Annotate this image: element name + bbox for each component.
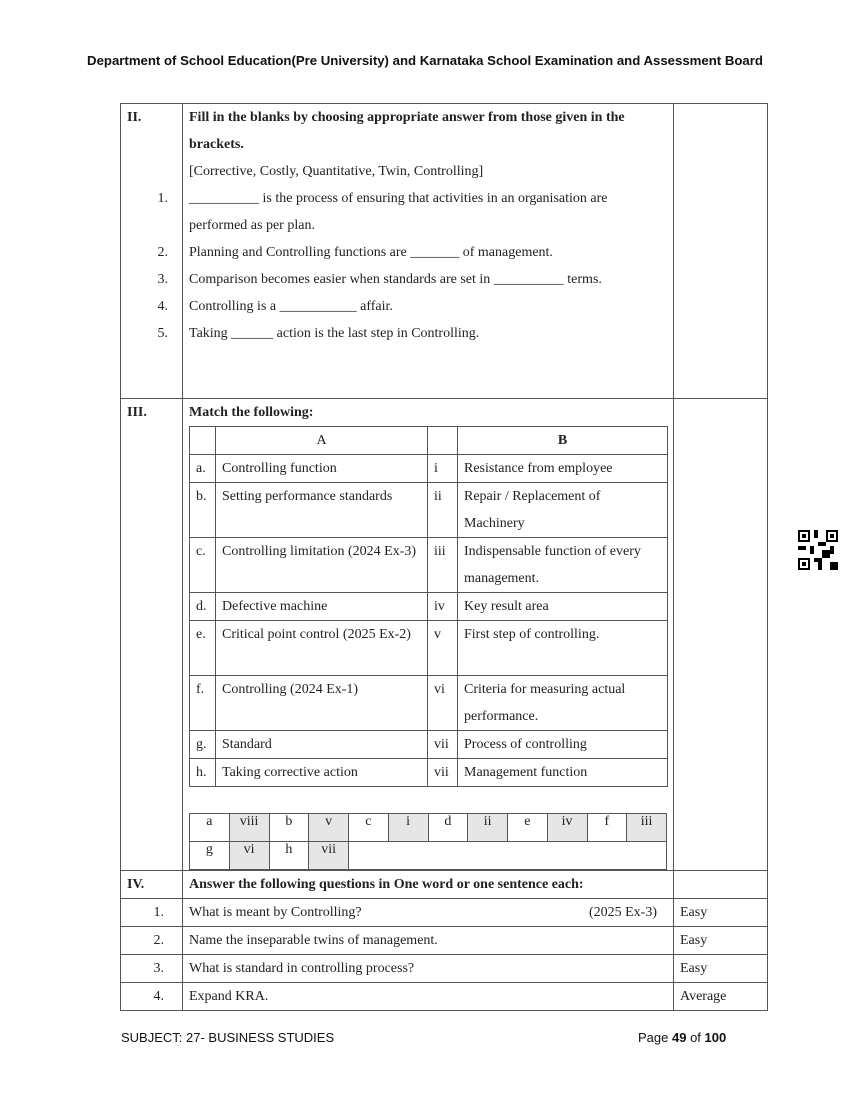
column-a-item: Controlling limitation (2024 Ex-3) <box>216 538 428 593</box>
row-roman: v <box>428 621 458 676</box>
item-text: Taking ______ action is the last step in Controlling. <box>189 326 480 341</box>
item-text: Controlling is a ___________ affair. <box>189 299 393 314</box>
answer-letter: g <box>190 842 230 870</box>
difficulty-level: Easy <box>680 933 708 948</box>
answer-letter: e <box>508 814 548 842</box>
page-header: Department of School Education(Pre University) and Karnataka School Examination and Assessment Board <box>87 53 763 68</box>
column-b-item: First step of controlling. <box>458 621 668 676</box>
answer-value: iv <box>547 814 587 842</box>
answer-value: vi <box>229 842 269 870</box>
question-number: 2. <box>153 933 164 948</box>
answer-value: viii <box>229 814 269 842</box>
answer-letter: c <box>349 814 389 842</box>
section-iii <box>121 399 768 871</box>
question-table <box>120 103 768 1011</box>
question-number: 4. <box>153 989 164 1004</box>
blank-item <box>157 239 667 266</box>
column-b-item: Resistance from employee <box>458 455 668 483</box>
column-a-item: Controlling function <box>216 455 428 483</box>
question-row <box>121 899 768 927</box>
row-roman: vi <box>428 676 458 731</box>
answer-row <box>190 842 667 870</box>
row-roman: iii <box>428 538 458 593</box>
difficulty-level: Easy <box>680 961 708 976</box>
answer-value: i <box>388 814 428 842</box>
question-row <box>121 983 768 1011</box>
match-row <box>190 759 668 787</box>
item-text: __________ is the process of ensuring that activities in an organisation are <box>189 191 608 206</box>
answer-key-table <box>189 813 667 870</box>
item-number: 4. <box>157 299 168 314</box>
row-key: f. <box>190 676 216 731</box>
column-a-header: A <box>216 427 428 455</box>
column-b-item: Repair / Replacement of Machinery <box>458 483 668 538</box>
blank-item <box>157 320 667 347</box>
column-b-item: Process of controlling <box>458 731 668 759</box>
match-row <box>190 455 668 483</box>
row-roman: vii <box>428 731 458 759</box>
column-a-item: Setting performance standards <box>216 483 428 538</box>
row-roman: vii <box>428 759 458 787</box>
row-key: c. <box>190 538 216 593</box>
options: [Corrective, Costly, Quantitative, Twin, Controlling] <box>189 164 484 179</box>
question-number: 3. <box>153 961 164 976</box>
question-number: 1. <box>153 905 164 920</box>
column-b-header: B <box>458 427 668 455</box>
section-title: Match the following: <box>189 405 314 420</box>
section-iv <box>121 871 768 899</box>
answer-letter: h <box>269 842 309 870</box>
match-table <box>189 426 668 787</box>
question-text: What is standard in controlling process? <box>189 961 415 976</box>
item-number: 5. <box>157 326 168 341</box>
column-b-item: Key result area <box>458 593 668 621</box>
column-b-item: Management function <box>458 759 668 787</box>
answer-letter: b <box>269 814 309 842</box>
row-key: g. <box>190 731 216 759</box>
difficulty-level: Average <box>680 989 727 1004</box>
item-text-cont: performed as per plan. <box>189 218 315 233</box>
match-row <box>190 731 668 759</box>
difficulty-level: Easy <box>680 905 708 920</box>
column-a-item: Critical point control (2025 Ex-2) <box>216 621 428 676</box>
section-title: Fill in the blanks by choosing appropriate answer from those given in the brackets. <box>189 110 625 152</box>
section-number: IV. <box>127 877 145 892</box>
question-text: Name the inseparable twins of management. <box>189 933 438 948</box>
blank-item <box>157 266 667 293</box>
answer-value: iii <box>627 814 667 842</box>
answer-value: vii <box>309 842 349 870</box>
match-row <box>190 538 668 593</box>
row-key: d. <box>190 593 216 621</box>
exam-tag: (2025 Ex-3) <box>588 905 657 920</box>
column-a-item: Standard <box>216 731 428 759</box>
answer-value: v <box>309 814 349 842</box>
question-row <box>121 955 768 983</box>
row-key: e. <box>190 621 216 676</box>
row-key: a. <box>190 455 216 483</box>
answer-letter: f <box>587 814 627 842</box>
blank-item <box>157 293 667 320</box>
section-number: III. <box>127 405 147 420</box>
item-text: Comparison becomes easier when standards are set in __________ terms. <box>189 272 602 287</box>
section-ii <box>121 104 768 399</box>
section-title: Answer the following questions in One word or one sentence each: <box>189 877 584 892</box>
item-number: 3. <box>157 272 168 287</box>
column-a-item: Taking corrective action <box>216 759 428 787</box>
row-roman: iv <box>428 593 458 621</box>
qr-code <box>798 530 838 570</box>
answer-letter: a <box>190 814 230 842</box>
match-row <box>190 676 668 731</box>
blank-item <box>157 185 667 239</box>
answer-row <box>190 814 667 842</box>
column-a-item: Defective machine <box>216 593 428 621</box>
section-number: II. <box>127 110 142 125</box>
footer-subject: SUBJECT: 27- BUSINESS STUDIES <box>121 1030 335 1045</box>
answer-value: ii <box>468 814 508 842</box>
item-number: 2. <box>157 245 168 260</box>
column-a-item: Controlling (2024 Ex-1) <box>216 676 428 731</box>
match-row <box>190 621 668 676</box>
column-b-item: Criteria for measuring actual performance. <box>458 676 668 731</box>
question-text: Expand KRA. <box>189 989 269 1004</box>
question-row <box>121 927 768 955</box>
row-roman: ii <box>428 483 458 538</box>
row-key: b. <box>190 483 216 538</box>
match-row <box>190 593 668 621</box>
item-text: Planning and Controlling functions are _______ of management. <box>189 245 553 260</box>
row-roman: i <box>428 455 458 483</box>
answer-letter: d <box>428 814 468 842</box>
question-text: What is meant by Controlling? <box>189 905 362 920</box>
row-key: h. <box>190 759 216 787</box>
match-row <box>190 483 668 538</box>
item-number: 1. <box>157 191 168 206</box>
column-b-item: Indispensable function of every management. <box>458 538 668 593</box>
footer-page: Page 49 of 100 <box>638 1030 727 1045</box>
